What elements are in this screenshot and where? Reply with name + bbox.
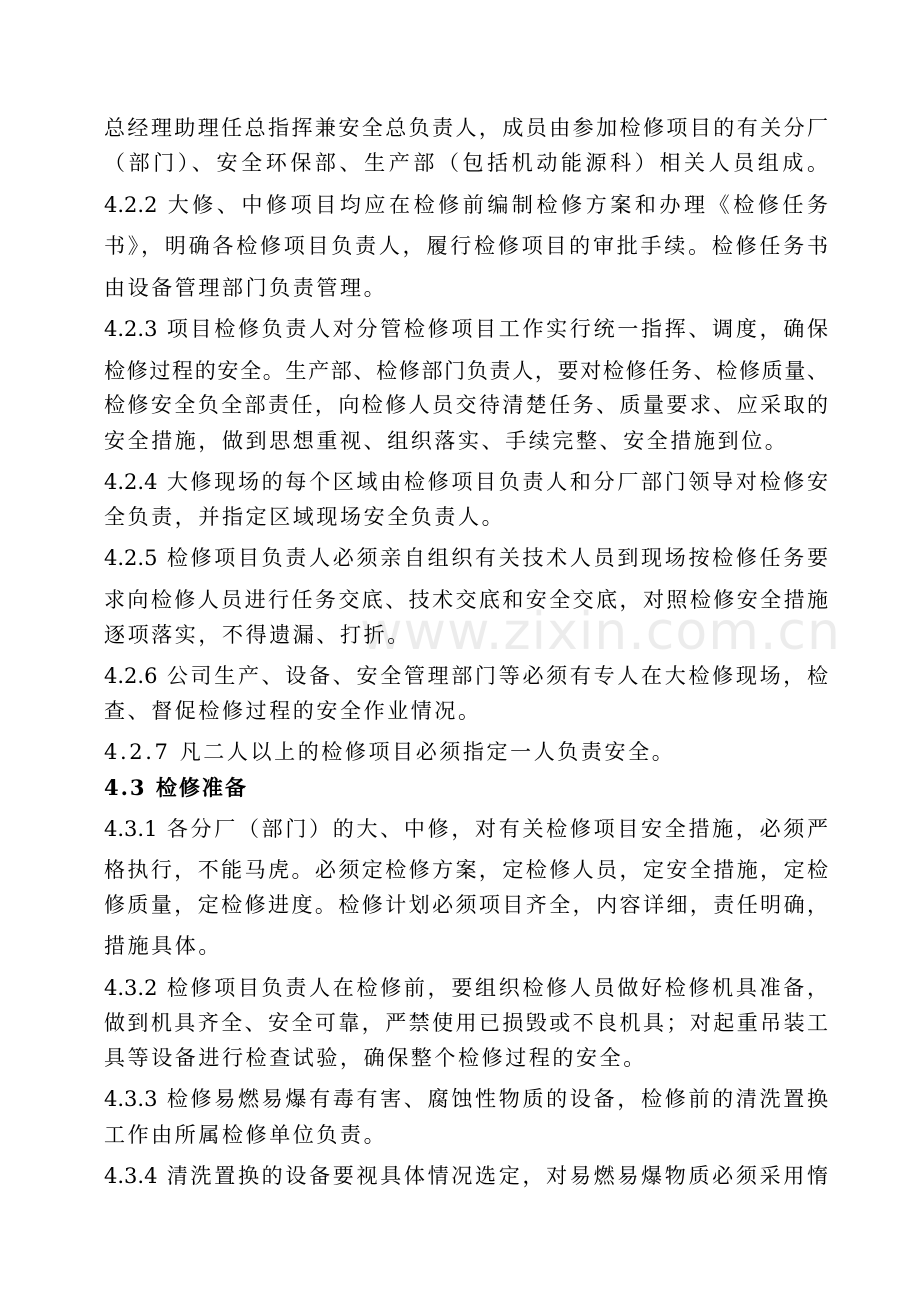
text-line: 4.3.2 检修项目负责人在检修前，要组织检修人员做好检修机具准备， — [104, 976, 828, 1000]
section-heading: 4.3 检修准备 — [104, 775, 248, 800]
text-line: 4.2.2 大修、中修项目均应在检修前编制检修方案和办理《检修任务 — [104, 193, 828, 217]
text-line: 4.3.1 各分厂（部门）的大、中修，对有关检修项目安全措施，必须严 — [104, 817, 828, 841]
text-line: 4.2.3 项目检修负责人对分管检修项目工作实行统一指挥、调度，确保 — [104, 317, 828, 341]
text-line: 求向检修人员进行任务交底、技术交底和安全交底，对照检修安全措施 — [104, 588, 828, 612]
text-line: 措施具体。 — [104, 934, 222, 958]
text-line: 具等设备进行检查试验，确保整个检修过程的安全。 — [104, 1046, 647, 1070]
text-line: 由设备管理部门负责管理。 — [104, 276, 388, 300]
text-line: 4.2.5 检修项目负责人必须亲自组织有关技术人员到现场按检修任务要 — [104, 546, 828, 570]
text-line: 4.2.4 大修现场的每个区域由检修项目负责人和分厂部门领导对检修安 — [104, 470, 828, 494]
text-line: 逐项落实，不得遗漏、打折。 — [104, 623, 411, 647]
text-line: 安全措施，做到思想重视、组织落实、手续完整、安全措施到位。 — [104, 429, 789, 453]
text-line: 4.2.7 凡二人以上的检修项目必须指定一人负责安全。 — [104, 740, 676, 764]
text-line: 书》，明确各检修项目负责人，履行检修项目的审批手续。检修任务书 — [104, 234, 828, 258]
text-line: 修质量，定检修进度。检修计划必须项目齐全，内容详细，责任明确， — [104, 893, 828, 917]
text-line: 4.3.3 检修易燃易爆有毒有害、腐蚀性物质的设备，检修前的清洗置换 — [104, 1087, 828, 1111]
text-line: 全负责，并指定区域现场安全负责人。 — [104, 505, 506, 529]
text-line: 检修安全负全部责任，向检修人员交待清楚任务、质量要求、应采取的 — [104, 393, 828, 417]
text-line: 做到机具齐全、安全可靠，严禁使用已损毁或不良机具；对起重吊装工 — [104, 1011, 828, 1035]
text-line: 总经理助理任总指挥兼安全总负责人，成员由参加检修项目的有关分厂 — [104, 116, 828, 140]
text-line: 查、督促检修过程的安全作业情况。 — [104, 699, 482, 723]
text-line: 4.2.6 公司生产、设备、安全管理部门等必须有专人在大检修现场，检 — [104, 664, 828, 688]
watermark: www.zixin.com.cn — [360, 602, 841, 662]
text-line: 检修过程的安全。生产部、检修部门负责人，要对检修任务、检修质量、 — [104, 359, 828, 383]
text-line: （部门）、安全环保部、生产部（包括机动能源科）相关人员组成。 — [104, 151, 828, 175]
text-line: 工作由所属检修单位负责。 — [104, 1123, 388, 1147]
text-line: 4.3.4 清洗置换的设备要视具体情况选定，对易燃易爆物质必须采用惰 — [104, 1164, 828, 1188]
text-line: 格执行，不能马虎。必须定检修方案，定检修人员，定安全措施，定检 — [104, 858, 828, 882]
